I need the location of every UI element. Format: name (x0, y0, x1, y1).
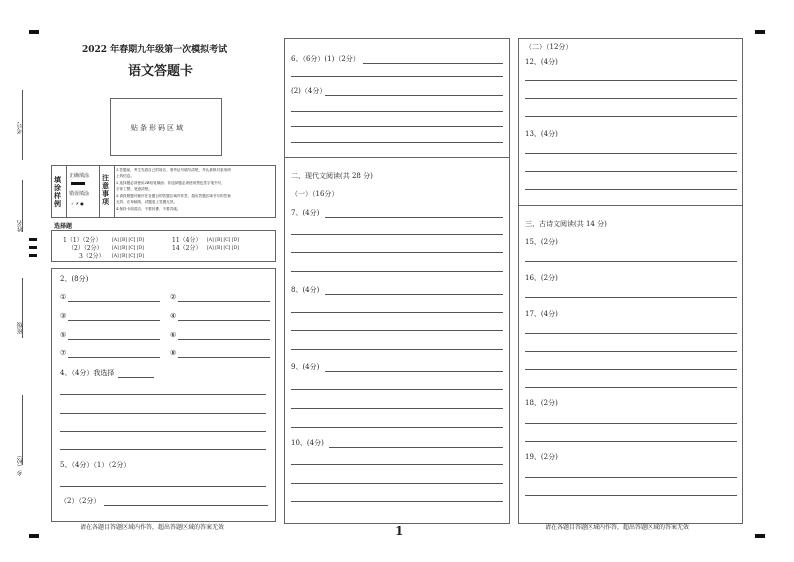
notes-label: 注意事项 (102, 173, 109, 206)
q5-sub-label: （2）（2分） (60, 497, 101, 505)
school-line[interactable] (22, 395, 23, 465)
answer-line[interactable] (525, 98, 737, 99)
answer-line[interactable] (291, 126, 503, 127)
answer-line[interactable] (60, 486, 266, 487)
label-school: 乡（校） (17, 452, 24, 476)
note-line: 2.选择题必须使用2B铅笔填涂；非选择题必须使用黑色签字笔书写， (116, 181, 225, 185)
answer-line[interactable] (525, 116, 737, 117)
q2-line-6[interactable] (178, 339, 270, 340)
answer-line[interactable] (525, 477, 737, 478)
answer-line[interactable] (291, 483, 503, 484)
answer-line[interactable] (291, 111, 503, 112)
answer-line[interactable] (60, 431, 266, 432)
answer-line[interactable] (325, 95, 503, 96)
exam-title: 2022 年春期九年级第一次模拟考试 (82, 45, 228, 55)
answer-line[interactable] (291, 234, 503, 235)
section-3-title: 三、古诗文阅读(共 14 分) (525, 220, 607, 228)
label-name: 姓名 (17, 220, 24, 232)
q2-line-3[interactable] (68, 320, 160, 321)
fill-correct: 正确填涂 (69, 173, 90, 179)
note-line: 字体工整、笔迹清楚。 (116, 187, 152, 191)
answer-line[interactable] (329, 447, 503, 448)
answer-line[interactable] (291, 312, 503, 313)
choice-q1-2: （2）（2分） (68, 245, 103, 252)
q2-blank-3: ③ (60, 312, 67, 320)
q2-line-7[interactable] (68, 357, 160, 358)
answer-line[interactable] (525, 423, 737, 424)
footer-warning-right: 请在各题目答题区域内作答，超出答题区域的答案无效 (545, 524, 690, 531)
q2-blank-4: ④ (170, 312, 177, 320)
q15-label: 15、(2分) (525, 238, 558, 246)
choice-label: 选择题 (54, 223, 73, 230)
q2-blank-6: ⑥ (170, 331, 177, 339)
answer-line[interactable] (525, 261, 737, 262)
side-mark (29, 254, 37, 257)
side-mark (29, 238, 37, 241)
q2-line-1[interactable] (68, 301, 160, 302)
note-line: 1.答题前，考生先将自己的姓名、准考证号填写清楚，并认真核对条形码 (116, 168, 231, 172)
answer-box-col2 (284, 38, 510, 524)
q18-label: 18、(2分) (525, 399, 558, 407)
q2-line-4[interactable] (178, 320, 270, 321)
answer-line[interactable] (525, 441, 737, 442)
section-2-title: 二、现代文阅读(共 28 分) (291, 172, 373, 180)
q2-line-8[interactable] (178, 357, 270, 358)
wrong-sample: ✓ ✗ ● (71, 201, 84, 206)
choice-q1-1-options[interactable]: [A] [B] [C] [D] (112, 238, 144, 243)
note-line: 无效；在草稿纸、试题卷上答题无效。 (116, 200, 178, 204)
divider (285, 157, 509, 158)
choice-box (51, 223, 276, 262)
label-kaohao: 考号 (17, 122, 24, 134)
answer-line[interactable] (291, 252, 503, 253)
q2-line-2[interactable] (178, 301, 270, 302)
part-1-title: （一）（16分） (291, 190, 339, 198)
choice-q1-2-options[interactable]: [A] [B] [C] [D] (112, 246, 144, 251)
footer-warning-left: 请在各题目答题区域内作答，超出答题区域的答案无效 (80, 524, 225, 531)
answer-line[interactable] (525, 351, 737, 352)
q17-label: 17、(4分) (525, 310, 558, 318)
choice-q14-options[interactable]: [A] [B] [C] [D] (207, 246, 239, 251)
part-2-title: （二）（12分） (525, 43, 573, 51)
answer-box-col3 (518, 38, 743, 524)
filled-sample (71, 182, 85, 185)
answer-line[interactable] (60, 413, 266, 414)
choice-q14: 14（2分） (172, 245, 202, 252)
answer-line[interactable] (291, 464, 503, 465)
q4-label: 4、（4分）我选择 (60, 369, 115, 377)
q2-line-5[interactable] (68, 339, 160, 340)
answer-line[interactable] (291, 142, 503, 143)
answer-line[interactable] (291, 408, 503, 409)
answer-line[interactable] (291, 349, 503, 350)
barcode-area (110, 98, 222, 156)
q19-label: 19、(2分) (525, 453, 558, 461)
q6-label: 6、（6分）(1)（2分） (291, 55, 360, 63)
answer-line[interactable] (291, 76, 503, 77)
q9-label: 9、(4分) (291, 363, 320, 371)
barcode-label: 贴条形码区域 (131, 124, 185, 132)
q2-blank-8: ⑧ (170, 349, 177, 357)
q7-label: 7、(4分) (291, 209, 320, 217)
instructions-box (51, 165, 276, 218)
answer-box-col1 (51, 268, 276, 522)
q8-label: 8、(4分) (291, 286, 320, 294)
answer-line[interactable] (363, 63, 503, 64)
q5-label: 5、（4分）（1）（2分） (60, 461, 131, 469)
answer-line[interactable] (525, 387, 737, 388)
choice-q11-options[interactable]: [A] [B] [C] [D] (207, 238, 239, 243)
class-line[interactable] (22, 278, 23, 338)
label-class: 班级 (17, 322, 24, 334)
q4-choice-line[interactable] (118, 377, 154, 378)
q6b-label: (2)（4分） (291, 87, 327, 95)
q16-label: 16、(2分) (525, 274, 558, 282)
choice-q1-1: 1（1）（2分） (63, 237, 102, 244)
q2-blank-2: ② (170, 293, 177, 301)
note-line: 4.保持卡面清洁，不要折叠、不要弄破。 (116, 207, 181, 211)
q2-blank-5: ⑤ (60, 331, 67, 339)
choice-q11: 11（4分） (172, 237, 202, 244)
answer-line[interactable] (525, 333, 737, 334)
name-line[interactable] (22, 180, 23, 232)
q12-label: 12、(4分) (525, 58, 558, 66)
answer-line[interactable] (291, 271, 503, 272)
answer-line[interactable] (325, 371, 503, 372)
corner-mark (755, 30, 765, 34)
note-line: 3.请按照题号顺序在各题目的答题区域内作答，超出答题区域书写的答案 (116, 194, 231, 198)
corner-mark (29, 30, 39, 34)
q10-label: 10、(4分) (291, 439, 324, 447)
q13-label: 13、(4分) (525, 130, 558, 138)
corner-mark (755, 534, 765, 538)
answer-line[interactable] (291, 389, 503, 390)
answer-line[interactable] (525, 297, 737, 298)
q2-blank-1: ① (60, 293, 67, 301)
page-number: 1 (395, 524, 404, 538)
fill-wrong: 错误填涂 (69, 191, 90, 197)
answer-line[interactable] (291, 501, 503, 502)
answer-line[interactable] (60, 394, 266, 395)
answer-line[interactable] (525, 495, 737, 496)
choice-q3: 3（2分） (79, 253, 105, 260)
answer-line[interactable] (525, 80, 737, 81)
side-mark (29, 246, 37, 249)
answer-line[interactable] (291, 330, 503, 331)
note-line: 上的信息。 (116, 174, 134, 178)
card-title: 语文答题卡 (128, 64, 194, 79)
q2-label: 2、(8分) (60, 275, 89, 283)
answer-line[interactable] (525, 171, 737, 172)
fill-example-label: 填涂样例 (54, 175, 61, 208)
answer-line[interactable] (525, 189, 737, 190)
answer-line[interactable] (291, 427, 503, 428)
answer-line[interactable] (525, 153, 737, 154)
q2-blank-7: ⑦ (60, 349, 67, 357)
answer-line[interactable] (60, 449, 266, 450)
answer-line[interactable] (104, 505, 268, 506)
kaohao-line[interactable] (22, 90, 23, 160)
corner-mark (29, 534, 39, 538)
answer-line[interactable] (325, 217, 503, 218)
answer-line[interactable] (325, 294, 503, 295)
choice-q3-options[interactable]: [A] [B] [C] [D] (112, 254, 144, 259)
answer-line[interactable] (525, 369, 737, 370)
divider (519, 205, 742, 206)
